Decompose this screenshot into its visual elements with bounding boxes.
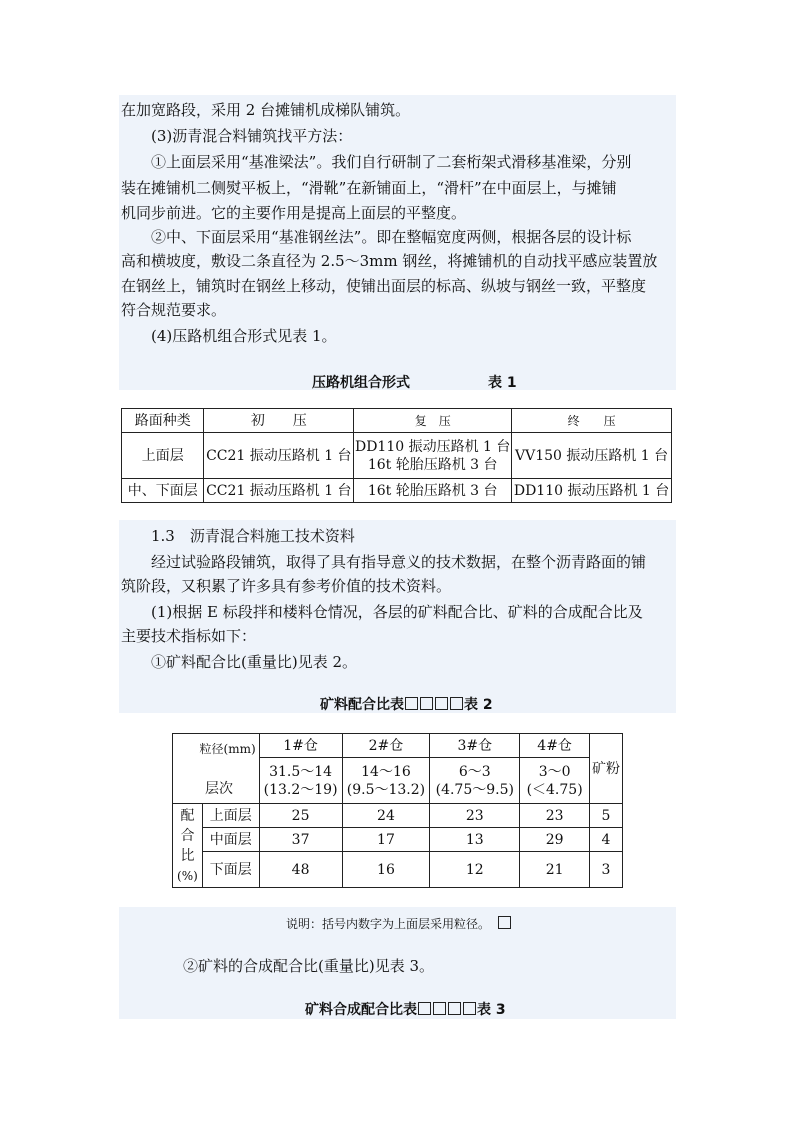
placeholder-boxes [417, 1002, 477, 1018]
table2-layer: 下面层 [202, 852, 259, 888]
size-range: 14～16 [361, 763, 411, 780]
table2-cell: 23 [430, 804, 520, 828]
table2-cell: 37 [259, 828, 342, 852]
table1-cell-final: DD110 振动压路机 1 台 [512, 479, 672, 503]
table1-cell-initial: CC21 振动压路机 1 台 [204, 433, 354, 479]
table2-size [342, 758, 430, 804]
table2-cell: 24 [342, 804, 430, 828]
table2 [172, 733, 623, 888]
text-line: 在钢丝上，铺筑时在钢丝上移动，使铺出面层的标高、纵坡与钢丝一致，平整度 [121, 277, 647, 295]
table2-bin: 4#仓 [520, 734, 590, 758]
text-line: 高和横坡度，敷设二条直径为 2.5～3mm 钢丝，将摊铺机的自动找平感应装置放 [121, 252, 658, 270]
table2-corner-size: 粒径(mm) [199, 741, 256, 756]
size-range-upper: (4.75～9.5) [435, 781, 514, 798]
table2-cell: 3 [590, 852, 623, 888]
table2-corner [173, 734, 260, 804]
text-line: ②矿料的合成配合比(重量比)见表 3。 [183, 957, 435, 975]
text-line: 筑阶段，又积累了许多具有参考价值的技术资料。 [121, 577, 452, 595]
table2-caption-text: 矿料配合比表 [320, 697, 404, 713]
table1-header-initial: 初 压 [204, 409, 354, 433]
placeholder-box [498, 916, 511, 929]
table2-note [286, 914, 512, 934]
table3-caption-text: 矿料合成配合比表 [305, 1002, 417, 1018]
table1-header-re: 复 压 [354, 409, 512, 433]
table2-layer: 中面层 [202, 828, 259, 852]
section-heading: 1.3 沥青混合料施工技术资料 [151, 527, 355, 545]
text-line: 经过试验路段铺筑，取得了具有指导意义的技术数据，在整个沥青路面的铺 [151, 553, 647, 571]
table2-cell: 21 [520, 852, 590, 888]
group-char: 比 [180, 847, 195, 864]
table3-caption [305, 999, 506, 1019]
table1-cell-type: 上面层 [122, 433, 204, 479]
table1-number: 表 1 [488, 375, 517, 391]
table2-cell: 17 [342, 828, 430, 852]
table2-cell: 16 [342, 852, 430, 888]
table2-cell: 23 [520, 804, 590, 828]
text-line: 机同步前进。它的主要作用是提高上面层的平整度。 [121, 204, 467, 222]
table2-number: 表 2 [464, 697, 493, 713]
table1-cell-re: 16t 轮胎压路机 3 台 [354, 479, 512, 503]
table2-bin: 3#仓 [430, 734, 520, 758]
table2-cell: 12 [430, 852, 520, 888]
table1-header-type: 路面种类 [122, 409, 204, 433]
placeholder-boxes [404, 697, 464, 713]
size-range-upper: (＜4.75) [526, 781, 583, 798]
table1-cell-re-line: DD110 振动压路机 1 台 [354, 438, 511, 455]
table1-cell-re-line: 16t 轮胎压路机 3 台 [367, 456, 498, 473]
table1-cell-type: 中、下面层 [122, 479, 204, 503]
size-range: 3～0 [538, 763, 571, 780]
table1-header-final: 终 压 [512, 409, 672, 433]
table2-bin: 1#仓 [259, 734, 342, 758]
size-range: 31.5～14 [269, 763, 333, 780]
text-line: 装在摊铺机二侧熨平板上，“滑靴”在新铺面上，“滑杆”在中面层上，与摊铺 [121, 179, 617, 197]
text-line: 主要技术指标如下： [121, 627, 257, 645]
table2-cell: 4 [590, 828, 623, 852]
text-line: ①矿料配合比(重量比)见表 2。 [151, 653, 358, 671]
size-range: 6～3 [458, 763, 491, 780]
table1 [121, 408, 672, 503]
table2-caption [320, 694, 493, 714]
table2-cell: 29 [520, 828, 590, 852]
table2-mineral-powder: 矿粉 [590, 734, 623, 804]
table2-size [430, 758, 520, 804]
table2-cell: 5 [590, 804, 623, 828]
table1-caption: 压路机组合形式 [312, 375, 410, 391]
table2-size [520, 758, 590, 804]
table2-size [259, 758, 342, 804]
table2-layer: 上面层 [202, 804, 259, 828]
table3-number: 表 3 [477, 1002, 506, 1018]
group-char: 合 [180, 827, 195, 844]
size-range-upper: (9.5～13.2) [346, 781, 426, 798]
table2-corner-layer: 层次 [205, 780, 233, 797]
table2-bin: 2#仓 [342, 734, 430, 758]
table2-cell: 25 [259, 804, 342, 828]
text-line: (3)沥青混合料铺筑找平方法： [151, 127, 353, 145]
table2-group-label [173, 804, 203, 888]
text-line: (1)根据 E 标段拌和楼料仓情况，各层的矿料配合比、矿料的合成配合比及 [151, 603, 643, 621]
table1-cell-re [354, 433, 512, 479]
table2-cell: 48 [259, 852, 342, 888]
text-line: (4)压路机组合形式见表 1。 [151, 327, 337, 345]
size-range-upper: (13.2～19) [263, 781, 338, 798]
table2-note-text: 说明：括号内数字为上面层采用粒径。 [286, 917, 491, 931]
group-char: 配 [180, 807, 195, 824]
table2-cell: 13 [430, 828, 520, 852]
text-line: ②中、下面层采用“基准钢丝法”。即在整幅宽度两侧，根据各层的设计标 [151, 228, 632, 246]
table1-cell-final: VV150 振动压路机 1 台 [512, 433, 672, 479]
text-line: ①上面层采用“基准梁法”。我们自行研制了二套桁架式滑移基准梁，分别 [151, 153, 632, 171]
group-char: (%) [177, 868, 198, 883]
text-line: 符合规范要求。 [121, 301, 227, 319]
text-line: 在加宽路段，采用 2 台摊铺机成梯队铺筑。 [121, 101, 411, 119]
table1-cell-initial: CC21 振动压路机 1 台 [204, 479, 354, 503]
